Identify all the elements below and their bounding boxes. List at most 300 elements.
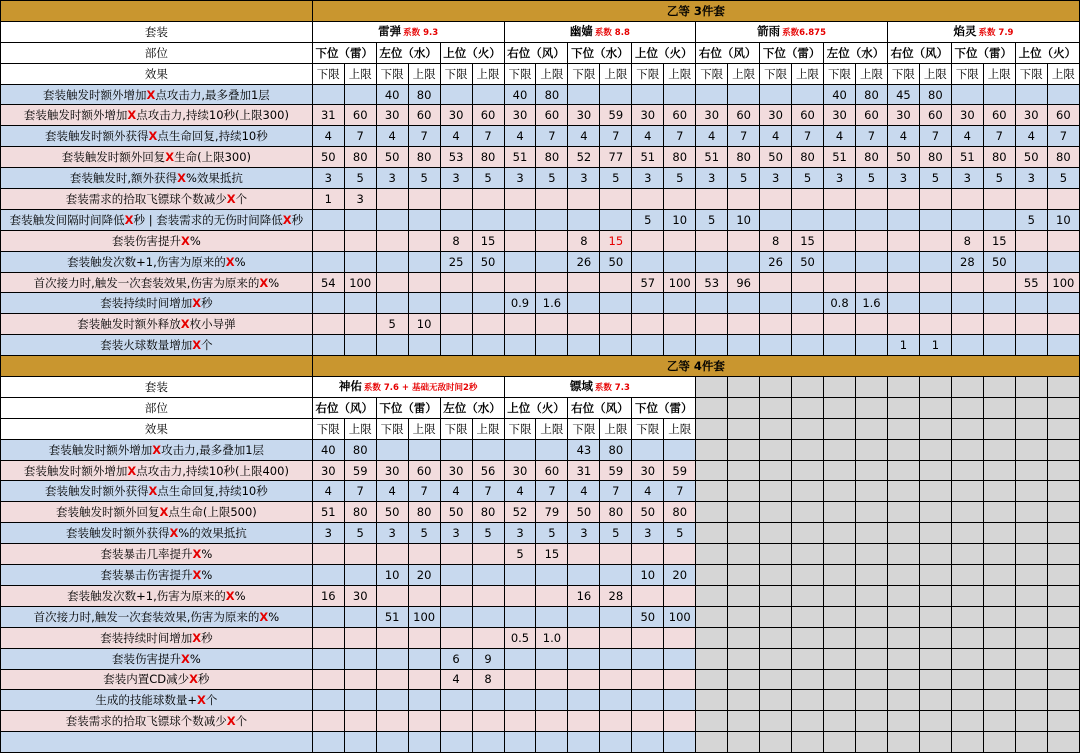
lower-header (440, 63, 472, 84)
value-cell (344, 439, 376, 460)
value-cell (983, 230, 1015, 251)
value-cell (919, 84, 951, 105)
empty-cell (504, 732, 536, 753)
value: 4 (644, 484, 652, 499)
value-cell (440, 481, 472, 502)
variable-x: X (124, 212, 134, 227)
value-cell (504, 126, 536, 147)
value-cell (344, 460, 376, 481)
value: 60 (991, 108, 1007, 123)
variable-x: X (146, 87, 156, 102)
value-cell (664, 209, 696, 230)
value: 7 (739, 129, 748, 144)
value: 60 (1056, 108, 1071, 123)
value-cell (1015, 314, 1047, 335)
empty-cell (696, 627, 728, 648)
value-cell (408, 523, 440, 544)
effect-text-prefix: 套装持续时间增加 (100, 630, 193, 645)
value: 50 (640, 609, 656, 624)
value: 4 (388, 484, 396, 499)
effect-text-prefix: 套装持续时间增加 (100, 296, 193, 311)
lower-text: 下限 (764, 66, 788, 81)
value-cell (504, 147, 536, 168)
value-cell (760, 84, 792, 105)
value-cell (728, 189, 760, 210)
empty-cell (760, 565, 792, 586)
value-cell (632, 230, 664, 251)
empty-cell (887, 544, 919, 565)
value-cell (887, 251, 919, 272)
upper-text: 上限 (668, 66, 692, 81)
value: 3 (388, 526, 396, 541)
value-cell (600, 272, 632, 293)
empty-cell (728, 502, 760, 523)
value-cell (376, 606, 408, 627)
value-cell (376, 460, 408, 481)
value-cell (696, 272, 728, 293)
empty-cell (1015, 606, 1047, 627)
value-cell (919, 251, 951, 272)
empty-cell (1047, 690, 1079, 711)
value-cell (632, 189, 664, 210)
empty-cell (760, 439, 792, 460)
variable-x: X (180, 651, 190, 666)
value: 3 (708, 171, 716, 186)
effect-row (1, 335, 1080, 356)
value-cell (728, 126, 760, 147)
value: 15 (608, 233, 624, 248)
effect-row (1, 439, 1080, 460)
empty-cell (728, 377, 760, 398)
empty-cell (1047, 481, 1079, 502)
value-cell (1015, 293, 1047, 314)
effect-description (1, 251, 313, 272)
value-cell (536, 502, 568, 523)
set-coefficient: 系数 9.3 (403, 27, 439, 38)
empty-cell (824, 565, 856, 586)
value-cell (632, 439, 664, 460)
value-cell (408, 627, 440, 648)
value: 7 (803, 129, 812, 144)
value: 4 (452, 129, 460, 144)
value: 3 (388, 171, 396, 186)
effect-text-suffix: 个 (235, 191, 248, 206)
value-cell (344, 627, 376, 648)
value-cell (344, 126, 376, 147)
value: 50 (640, 505, 656, 520)
value: 3 (771, 171, 780, 186)
empty-cell (919, 669, 951, 690)
value-cell (472, 523, 504, 544)
value: 50 (448, 505, 464, 520)
value-cell (440, 502, 472, 523)
value-cell (792, 230, 824, 251)
effect-description (1, 669, 313, 690)
empty-cell (1015, 711, 1047, 732)
section1-effect-row (1, 63, 1080, 84)
empty-cell (760, 377, 792, 398)
variable-x: X (192, 547, 202, 562)
empty-cell (824, 397, 856, 418)
effect-text-suffix: 个 (205, 693, 218, 708)
value: 3 (452, 526, 460, 541)
value-cell (568, 230, 600, 251)
value-cell (408, 669, 440, 690)
empty-cell (919, 585, 951, 606)
value: 60 (800, 108, 815, 123)
value-cell (312, 230, 344, 251)
value: 51 (512, 150, 528, 165)
value-cell (504, 230, 536, 251)
value-cell (824, 272, 856, 293)
empty-cell (983, 377, 1015, 398)
value-cell (696, 168, 728, 189)
position-cell (887, 42, 951, 63)
value-cell (568, 669, 600, 690)
value: 10 (672, 212, 688, 227)
value-cell (312, 523, 344, 544)
empty-cell (887, 627, 919, 648)
variable-x: X (177, 171, 186, 186)
set-label-text: 套装 (144, 379, 168, 394)
value-cell (728, 314, 760, 335)
value-cell (1015, 335, 1047, 356)
value-cell (887, 272, 919, 293)
value-cell (664, 481, 696, 502)
value-cell (600, 502, 632, 523)
value: 7 (548, 129, 556, 144)
effect-description (1, 585, 313, 606)
empty-cell (1047, 439, 1079, 460)
value-cell (792, 335, 824, 356)
empty-cell (887, 711, 919, 732)
effect-text-suffix: 点攻击力,持续10秒(上限300) (136, 108, 289, 123)
value-cell (728, 230, 760, 251)
value: 80 (416, 505, 432, 520)
value: 5 (676, 171, 684, 186)
value-cell (951, 293, 983, 314)
value-cell (1047, 230, 1079, 251)
effect-row (1, 585, 1080, 606)
value-cell (344, 84, 376, 105)
empty-cell (728, 669, 760, 690)
value-cell (440, 251, 472, 272)
value: 30 (384, 108, 400, 123)
value-cell (760, 230, 792, 251)
empty-cell (1015, 732, 1047, 753)
empty-cell (855, 606, 887, 627)
position-cell (632, 397, 696, 418)
empty-cell (824, 502, 856, 523)
value-cell (408, 544, 440, 565)
value-cell (376, 126, 408, 147)
value: 56 (480, 463, 496, 478)
value: 3 (324, 526, 332, 541)
value-cell (1047, 251, 1079, 272)
value-cell (792, 147, 824, 168)
value-cell (983, 335, 1015, 356)
value-cell (855, 126, 887, 147)
value-cell (824, 147, 856, 168)
upper-header (344, 418, 376, 439)
value-cell (792, 314, 824, 335)
value: 7 (356, 484, 364, 499)
value-cell (983, 189, 1015, 210)
value: 50 (576, 505, 592, 520)
value-cell (312, 168, 344, 189)
value: 80 (672, 505, 688, 520)
effect-description (1, 481, 313, 502)
variable-x: X (152, 442, 162, 457)
empty-cell (792, 418, 824, 439)
value-cell (472, 272, 504, 293)
value: 80 (352, 442, 368, 457)
value-cell (632, 460, 664, 481)
value: 50 (480, 254, 496, 269)
lower-text: 下限 (636, 421, 660, 436)
value: 80 (544, 150, 560, 165)
value-cell (919, 230, 951, 251)
value-cell (792, 293, 824, 314)
effect-text-prefix: 首次接力时,触发一次套装效果,伤害为原来的 (33, 275, 260, 290)
value-cell (600, 251, 632, 272)
value-cell (312, 126, 344, 147)
effect-text-suffix: 点攻击力,持续10秒(上限400) (136, 463, 289, 478)
empty-cell (824, 377, 856, 398)
value-cell (600, 565, 632, 586)
value: 54 (320, 275, 336, 290)
value: 5 (1027, 212, 1035, 227)
value: 10 (736, 212, 751, 227)
empty-cell (728, 690, 760, 711)
value-cell (855, 314, 887, 335)
value-cell (600, 711, 632, 732)
effect-description (1, 606, 313, 627)
effect-description (1, 544, 313, 565)
value-cell (504, 565, 536, 586)
value-cell (568, 272, 600, 293)
lower-header (504, 63, 536, 84)
value-cell (344, 648, 376, 669)
value: 30 (832, 108, 847, 123)
value-cell (1015, 126, 1047, 147)
value-cell (472, 585, 504, 606)
value-cell (376, 105, 408, 126)
value-cell (536, 606, 568, 627)
effect-row (1, 84, 1080, 105)
effect-description (1, 690, 313, 711)
value-cell (568, 168, 600, 189)
value-cell (951, 84, 983, 105)
value: 7 (676, 484, 684, 499)
empty-cell (824, 648, 856, 669)
value: 30 (896, 108, 911, 123)
value-cell (344, 272, 376, 293)
value-cell (408, 335, 440, 356)
upper-text: 上限 (412, 421, 436, 436)
value-cell (440, 168, 472, 189)
empty-cell (408, 732, 440, 753)
value-cell (728, 272, 760, 293)
variable-x: X (180, 317, 190, 332)
empty-cell (855, 418, 887, 439)
value-cell (312, 627, 344, 648)
empty-cell (760, 418, 792, 439)
section-title: 乙等 4件套 (666, 359, 725, 374)
value-cell (472, 335, 504, 356)
effect-text-suffix: 攻击力,最多叠加1层 (161, 442, 265, 457)
set-coefficient: 系数6.875 (782, 27, 827, 38)
value: 8 (452, 233, 460, 248)
value: 51 (640, 150, 656, 165)
empty-cell (919, 690, 951, 711)
value-cell (568, 481, 600, 502)
value-cell (504, 502, 536, 523)
value: 80 (1056, 150, 1071, 165)
value: 5 (484, 171, 492, 186)
value-cell (919, 335, 951, 356)
effect-text-suffix: 秒 | 套装需求的无伤时间降低 (133, 212, 283, 227)
value-cell (664, 84, 696, 105)
value-cell (600, 84, 632, 105)
empty-cell (887, 502, 919, 523)
value: 15 (480, 233, 496, 248)
value-cell (536, 84, 568, 105)
empty-cell (696, 523, 728, 544)
value: 7 (484, 129, 492, 144)
value-cell (472, 314, 504, 335)
value-cell (408, 481, 440, 502)
empty-cell (983, 502, 1015, 523)
value-cell (792, 105, 824, 126)
value: 3 (516, 171, 524, 186)
value-cell (440, 711, 472, 732)
value: 5 (995, 171, 1003, 186)
value: 7 (548, 484, 556, 499)
value-cell (728, 335, 760, 356)
effect-description (1, 168, 313, 189)
empty-cell (855, 439, 887, 460)
value: 80 (608, 505, 624, 520)
value-cell (472, 105, 504, 126)
empty-cell (824, 481, 856, 502)
effect-row (1, 481, 1080, 502)
value: 6 (452, 651, 460, 666)
effect-row (1, 126, 1080, 147)
value: 7 (995, 129, 1003, 144)
value-cell (312, 648, 344, 669)
value-cell (600, 168, 632, 189)
value-cell (1047, 272, 1079, 293)
value-cell (312, 565, 344, 586)
value-cell (696, 209, 728, 230)
value-cell (1047, 314, 1079, 335)
value-cell (568, 690, 600, 711)
empty-cell (887, 418, 919, 439)
value: 26 (576, 254, 592, 269)
value-cell (504, 585, 536, 606)
value-cell (664, 293, 696, 314)
position-cell (440, 42, 504, 63)
value-cell (855, 147, 887, 168)
value-cell (536, 544, 568, 565)
value: 3 (835, 171, 844, 186)
value: 60 (672, 108, 688, 123)
value-cell (472, 627, 504, 648)
effect-text-suffix: 秒 (201, 630, 213, 645)
value-cell (376, 251, 408, 272)
value-cell (408, 230, 440, 251)
value-cell (600, 189, 632, 210)
value-cell (792, 209, 824, 230)
lower-header (504, 418, 536, 439)
value-cell (312, 209, 344, 230)
empty-cell (951, 585, 983, 606)
value: 3 (1027, 171, 1035, 186)
empty-cell (1047, 669, 1079, 690)
value-cell (855, 105, 887, 126)
value: 25 (448, 254, 464, 269)
value-cell (983, 147, 1015, 168)
position-name: 上位（火） (1018, 45, 1077, 60)
value: 60 (928, 108, 943, 123)
value-cell (855, 272, 887, 293)
empty-cell (792, 669, 824, 690)
effect-description (1, 272, 313, 293)
value: 51 (704, 150, 720, 165)
effect-label-text: 效果 (144, 66, 168, 81)
value-cell (632, 126, 664, 147)
value-cell (632, 209, 664, 230)
value: 80 (416, 150, 432, 165)
value: 3 (644, 526, 652, 541)
empty-cell (824, 669, 856, 690)
effect-description (1, 711, 313, 732)
value-cell (312, 314, 344, 335)
value-cell (440, 105, 472, 126)
value: 59 (608, 463, 624, 478)
value-cell (1047, 147, 1079, 168)
empty-cell (792, 627, 824, 648)
value-cell (344, 544, 376, 565)
value-cell (504, 293, 536, 314)
effect-text-prefix: 套装触发时额外增加 (48, 442, 153, 457)
value: 96 (736, 275, 751, 290)
value-cell (824, 314, 856, 335)
value-cell (983, 251, 1015, 272)
value-cell (472, 84, 504, 105)
value-cell (312, 251, 344, 272)
value-cell (632, 251, 664, 272)
value-cell (376, 314, 408, 335)
effect-text-suffix: 个 (235, 714, 248, 729)
section2-set-row (1, 377, 1080, 398)
empty-cell (760, 732, 792, 753)
lower-text: 下限 (444, 66, 468, 81)
value-cell (696, 105, 728, 126)
value: 8 (484, 672, 492, 687)
value-cell (760, 314, 792, 335)
value-cell (760, 272, 792, 293)
value-cell (344, 523, 376, 544)
value-cell (760, 251, 792, 272)
empty-cell (1047, 502, 1079, 523)
value-cell (504, 627, 536, 648)
value-cell (632, 648, 664, 669)
empty-cell (1015, 565, 1047, 586)
empty-cell (728, 418, 760, 439)
effect-text-prefix: 套装触发次数+1,伤害为原来的 (67, 588, 226, 603)
